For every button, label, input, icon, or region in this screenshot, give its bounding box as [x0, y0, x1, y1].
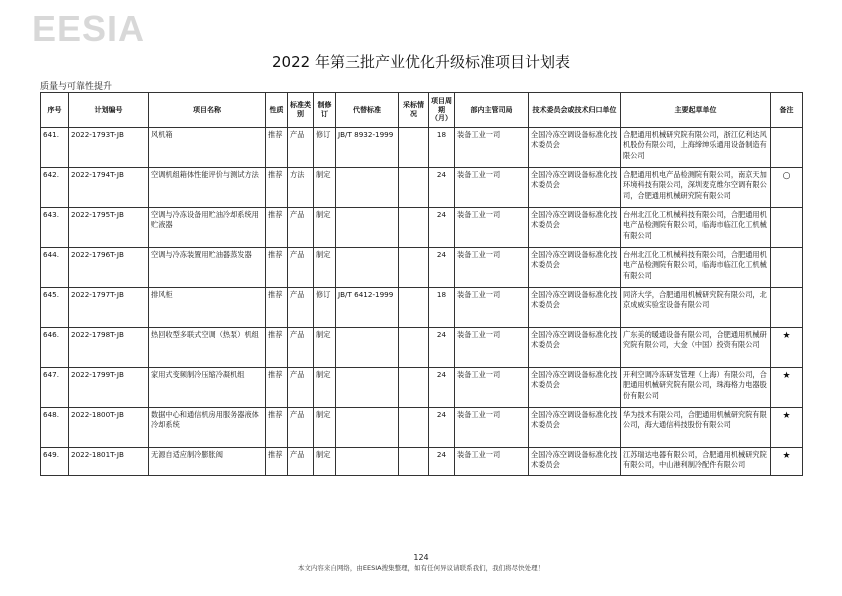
cell-std-category: 方法	[288, 168, 314, 208]
cell-committee: 全国冷冻空调设备标准化技术委员会	[529, 288, 621, 328]
cell-ministry: 装备工业一司	[455, 288, 529, 328]
cell-committee: 全国冷冻空调设备标准化技术委员会	[529, 208, 621, 248]
cell-replaced-std	[336, 408, 399, 448]
cell-ministry: 装备工业一司	[455, 408, 529, 448]
cell-drafter: 合肥通用机械研究院有限公司，浙江亿利达风机股份有限公司，上海缔绅乐通用设备制造有限公司	[621, 128, 771, 168]
table-row	[41, 208, 803, 248]
cell-revise: 制定	[314, 408, 336, 448]
cell-project-name: 空调与冷冻装置用贮油器蒸发器	[149, 248, 266, 288]
cell-plan-no: 2022-1796T-JB	[69, 248, 149, 288]
cell-committee: 全国冷冻空调设备标准化技术委员会	[529, 368, 621, 408]
table-row	[41, 448, 803, 476]
cell-cycle: 24	[429, 368, 455, 408]
table-header-row	[41, 93, 803, 128]
cell-remark	[771, 208, 803, 248]
cell-committee: 全国冷冻空调设备标准化技术委员会	[529, 168, 621, 208]
cell-committee: 全国冷冻空调设备标准化技术委员会	[529, 328, 621, 368]
cell-drafter: 开利空调冷冻研发管理（上海）有限公司，合肥通用机械研究院有限公司，珠海格力电器股份有限公司	[621, 368, 771, 408]
cell-seq: 647.	[41, 368, 69, 408]
cell-adopted	[399, 368, 429, 408]
cell-replaced-std	[336, 168, 399, 208]
cell-plan-no: 2022-1798T-JB	[69, 328, 149, 368]
cell-nature: 推荐	[266, 408, 288, 448]
cell-std-category: 产品	[288, 328, 314, 368]
cell-seq: 642.	[41, 168, 69, 208]
header-plan-no: 计划编号	[69, 93, 149, 128]
cell-nature: 推荐	[266, 248, 288, 288]
header-committee: 技术委员会或技术归口单位	[529, 93, 621, 128]
cell-plan-no: 2022-1801T-JB	[69, 448, 149, 476]
cell-remark: ★	[771, 448, 803, 476]
cell-project-name: 家用式变频制冷压缩冷凝机组	[149, 368, 266, 408]
header-cycle: 项目周期（月）	[429, 93, 455, 128]
table-row	[41, 288, 803, 328]
standards-plan-table	[40, 92, 803, 476]
cell-remark: ★	[771, 328, 803, 368]
cell-revise: 制定	[314, 328, 336, 368]
cell-ministry: 装备工业一司	[455, 208, 529, 248]
category-label: 质量与可靠性提升	[40, 82, 113, 92]
cell-replaced-std	[336, 328, 399, 368]
cell-plan-no: 2022-1793T-JB	[69, 128, 149, 168]
page-title: 2022 年第三批产业优化升级标准项目计划表	[272, 53, 570, 71]
cell-revise: 修订	[314, 128, 336, 168]
cell-remark: ★	[771, 368, 803, 408]
cell-remark	[771, 248, 803, 288]
cell-plan-no: 2022-1799T-JB	[69, 368, 149, 408]
cell-drafter: 华为技术有限公司，合肥通用机械研究院有限公司，海大通信科技股份有限公司	[621, 408, 771, 448]
cell-seq: 648.	[41, 408, 69, 448]
cell-nature: 推荐	[266, 368, 288, 408]
cell-nature: 推荐	[266, 128, 288, 168]
header-nature: 性质	[266, 93, 288, 128]
cell-ministry: 装备工业一司	[455, 368, 529, 408]
cell-revise: 制定	[314, 248, 336, 288]
cell-revise: 制定	[314, 208, 336, 248]
table-row	[41, 168, 803, 208]
cell-adopted	[399, 208, 429, 248]
cell-replaced-std	[336, 448, 399, 476]
cell-adopted	[399, 288, 429, 328]
cell-project-name: 空调机组箱体性能评价与测试方法	[149, 168, 266, 208]
cell-committee: 全国冷冻空调设备标准化技术委员会	[529, 128, 621, 168]
cell-committee: 全国冷冻空调设备标准化技术委员会	[529, 408, 621, 448]
header-remark: 备注	[771, 93, 803, 128]
eesia-logo: EESIA	[32, 8, 146, 49]
table-row	[41, 328, 803, 368]
cell-revise: 制定	[314, 368, 336, 408]
cell-project-name: 排风柜	[149, 288, 266, 328]
cell-project-name: 空调与冷冻设备用贮油冷却系统用贮液器	[149, 208, 266, 248]
cell-plan-no: 2022-1794T-JB	[69, 168, 149, 208]
cell-replaced-std: JB/T 8932-1999	[336, 128, 399, 168]
cell-std-category: 产品	[288, 448, 314, 476]
cell-std-category: 产品	[288, 408, 314, 448]
cell-cycle: 24	[429, 448, 455, 476]
header-revise: 制修订	[314, 93, 336, 128]
table-row	[41, 368, 803, 408]
cell-drafter: 广东美的暖通设备有限公司，合肥通用机械研究院有限公司，大金（中国）投资有限公司	[621, 328, 771, 368]
cell-ministry: 装备工业一司	[455, 128, 529, 168]
cell-cycle: 18	[429, 128, 455, 168]
cell-std-category: 产品	[288, 208, 314, 248]
cell-nature: 推荐	[266, 448, 288, 476]
cell-plan-no: 2022-1795T-JB	[69, 208, 149, 248]
cell-plan-no: 2022-1800T-JB	[69, 408, 149, 448]
cell-plan-no: 2022-1797T-JB	[69, 288, 149, 328]
header-project-name: 项目名称	[149, 93, 266, 128]
cell-replaced-std: JB/T 6412-1999	[336, 288, 399, 328]
cell-nature: 推荐	[266, 168, 288, 208]
cell-drafter: 台州北江化工机械科技有限公司，合肥通用机电产品检测院有限公司，临海市临江化工机械有限公司	[621, 248, 771, 288]
page-number: 124	[413, 553, 429, 562]
cell-seq: 649.	[41, 448, 69, 476]
header-std-category: 标准类别	[288, 93, 314, 128]
cell-drafter: 同济大学，合肥通用机械研究院有限公司，北京成威实验室设备有限公司	[621, 288, 771, 328]
cell-adopted	[399, 448, 429, 476]
cell-remark: ○	[771, 168, 803, 208]
footnote: 本文内容来自网络，由EESIA搜集整理，如有任何异议请联系我们，我们将尽快处理！	[297, 564, 545, 572]
cell-project-name: 热回收型多联式空调（热泵）机组	[149, 328, 266, 368]
cell-drafter: 合肥通用机电产品检测院有限公司，南京天加环境科技有限公司，深圳麦克维尔空调有限公司，合肥通用机械研究院有限公司	[621, 168, 771, 208]
cell-revise: 制定	[314, 168, 336, 208]
cell-committee: 全国冷冻空调设备标准化技术委员会	[529, 248, 621, 288]
cell-drafter: 台州北江化工机械科技有限公司，合肥通用机电产品检测院有限公司，临海市临江化工机械有限公司	[621, 208, 771, 248]
cell-cycle: 24	[429, 248, 455, 288]
cell-adopted	[399, 168, 429, 208]
cell-cycle: 18	[429, 288, 455, 328]
cell-cycle: 24	[429, 208, 455, 248]
cell-adopted	[399, 408, 429, 448]
cell-adopted	[399, 128, 429, 168]
cell-revise: 修订	[314, 288, 336, 328]
cell-std-category: 产品	[288, 288, 314, 328]
cell-seq: 646.	[41, 328, 69, 368]
table-row	[41, 408, 803, 448]
header-seq: 序号	[41, 93, 69, 128]
header-adopted: 采标情况	[399, 93, 429, 128]
cell-nature: 推荐	[266, 208, 288, 248]
cell-project-name: 风机箱	[149, 128, 266, 168]
cell-project-name: 无源自适应制冷膨胀阀	[149, 448, 266, 476]
cell-nature: 推荐	[266, 328, 288, 368]
cell-replaced-std	[336, 248, 399, 288]
cell-ministry: 装备工业一司	[455, 328, 529, 368]
table-row	[41, 248, 803, 288]
cell-remark	[771, 288, 803, 328]
cell-seq: 644.	[41, 248, 69, 288]
cell-nature: 推荐	[266, 288, 288, 328]
cell-project-name: 数据中心和通信机房用服务器液体冷却系统	[149, 408, 266, 448]
cell-ministry: 装备工业一司	[455, 248, 529, 288]
cell-cycle: 24	[429, 328, 455, 368]
cell-replaced-std	[336, 368, 399, 408]
cell-committee: 全国冷冻空调设备标准化技术委员会	[529, 448, 621, 476]
cell-ministry: 装备工业一司	[455, 448, 529, 476]
cell-drafter: 江苏瑞达电器有限公司，合肥通用机械研究院有限公司，中山港利制冷配件有限公司	[621, 448, 771, 476]
cell-std-category: 产品	[288, 248, 314, 288]
cell-adopted	[399, 248, 429, 288]
cell-std-category: 产品	[288, 128, 314, 168]
header-drafter: 主要起草单位	[621, 93, 771, 128]
table-row	[41, 128, 803, 168]
cell-remark: ★	[771, 408, 803, 448]
header-ministry: 部内主管司局	[455, 93, 529, 128]
cell-remark	[771, 128, 803, 168]
cell-revise: 制定	[314, 448, 336, 476]
cell-seq: 645.	[41, 288, 69, 328]
cell-replaced-std	[336, 208, 399, 248]
cell-seq: 643.	[41, 208, 69, 248]
cell-adopted	[399, 328, 429, 368]
cell-seq: 641.	[41, 128, 69, 168]
cell-cycle: 24	[429, 408, 455, 448]
cell-std-category: 产品	[288, 368, 314, 408]
cell-ministry: 装备工业一司	[455, 168, 529, 208]
cell-cycle: 24	[429, 168, 455, 208]
header-replaced-std: 代替标准	[336, 93, 399, 128]
